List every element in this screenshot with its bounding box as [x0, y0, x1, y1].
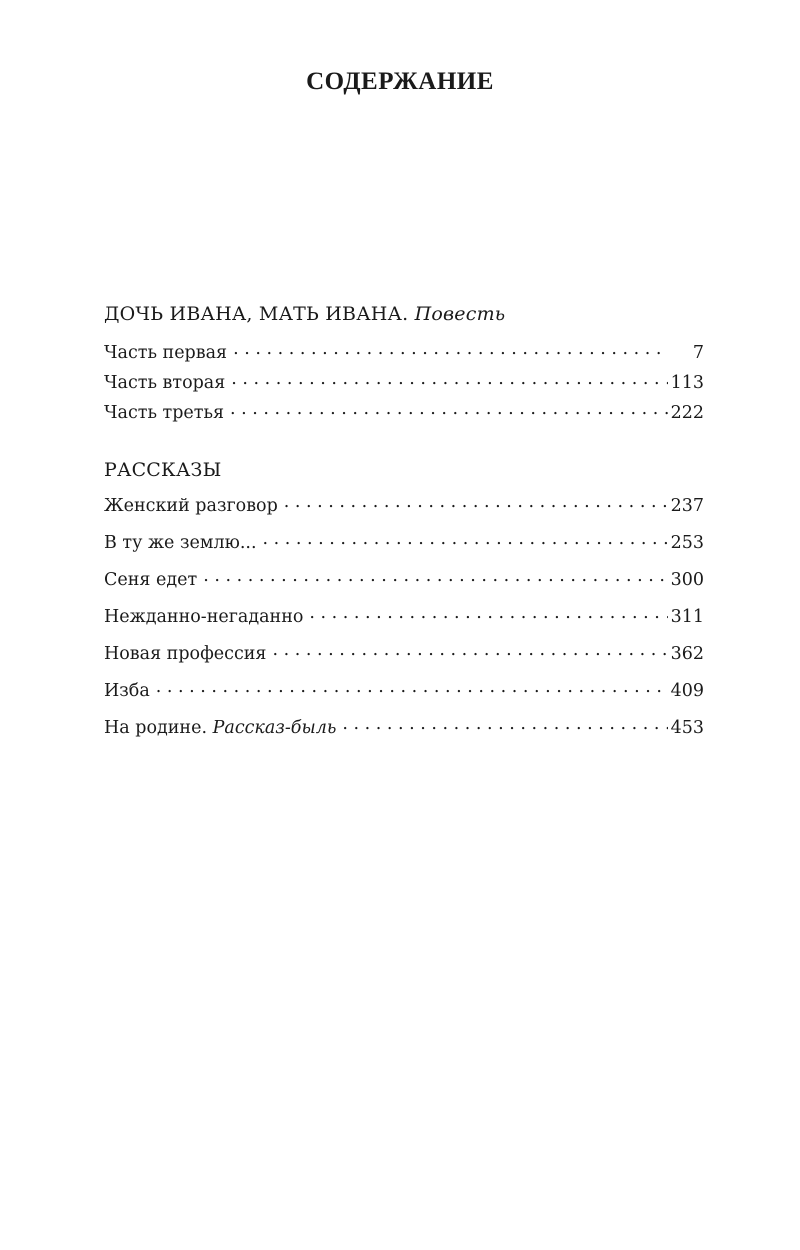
- dot-leader: [309, 605, 668, 623]
- dot-leader: [342, 716, 668, 734]
- toc-entry-title: Сеня едет: [104, 570, 198, 590]
- toc-entry-title: Часть третья: [104, 403, 225, 423]
- toc-entry[interactable]: [104, 562, 704, 599]
- toc-entry[interactable]: [104, 636, 704, 673]
- toc-entry[interactable]: [104, 338, 704, 368]
- section-heading: РАССКАЗЫ: [104, 459, 222, 481]
- toc-entry-title: [104, 710, 342, 747]
- toc-entry[interactable]: [104, 710, 704, 747]
- toc-entry[interactable]: [104, 599, 704, 636]
- toc-entry[interactable]: [104, 525, 704, 562]
- toc-entry-page: 409: [670, 681, 704, 701]
- toc-entry-title: Часть первая: [104, 343, 228, 363]
- toc-entry[interactable]: [104, 488, 704, 525]
- toc-entry[interactable]: [104, 368, 704, 398]
- toc-section-novella: [104, 300, 704, 428]
- toc-entry-title: В ту же землю...: [104, 533, 257, 553]
- toc-entry-page: 300: [670, 570, 704, 590]
- toc-entry-page: 237: [670, 496, 704, 516]
- dot-leader: [284, 494, 668, 512]
- toc-entry-title: Женский разговор: [104, 496, 278, 516]
- dot-leader: [203, 568, 668, 586]
- page-title: СОДЕРЖАНИЕ: [306, 68, 494, 95]
- section-subtitle: Повесть: [414, 303, 506, 325]
- toc-entry-title: Нежданно-негаданно: [104, 607, 304, 627]
- toc-entry-page: 253: [670, 533, 704, 553]
- dot-leader: [272, 642, 668, 660]
- toc-entry-page: 222: [670, 403, 704, 423]
- toc-entry-page: 7: [692, 343, 704, 363]
- dot-leader: [233, 341, 668, 359]
- dot-leader: [230, 401, 668, 419]
- section-heading: [104, 300, 704, 338]
- toc-entry-page: 362: [670, 644, 704, 664]
- toc-entry-title: Часть вторая: [104, 373, 226, 393]
- toc-entry-page: 453: [670, 718, 704, 738]
- toc-entry-title-italic: Рассказ-быль: [212, 718, 337, 738]
- toc-entry[interactable]: [104, 673, 704, 710]
- section-heading-text: ДОЧЬ ИВАНА, МАТЬ ИВАНА.: [104, 303, 409, 325]
- dot-leader: [263, 531, 668, 549]
- toc-entry-page: 113: [670, 373, 704, 393]
- dot-leader: [231, 371, 668, 389]
- dot-leader: [156, 679, 668, 697]
- toc-section-stories: [104, 456, 704, 747]
- toc-entry-title-main: На родине.: [104, 718, 208, 738]
- toc-entry[interactable]: [104, 398, 704, 428]
- toc-entry-page: 311: [670, 607, 704, 627]
- toc-entry-title: Изба: [104, 681, 150, 701]
- toc-entry-title: Новая профессия: [104, 644, 267, 664]
